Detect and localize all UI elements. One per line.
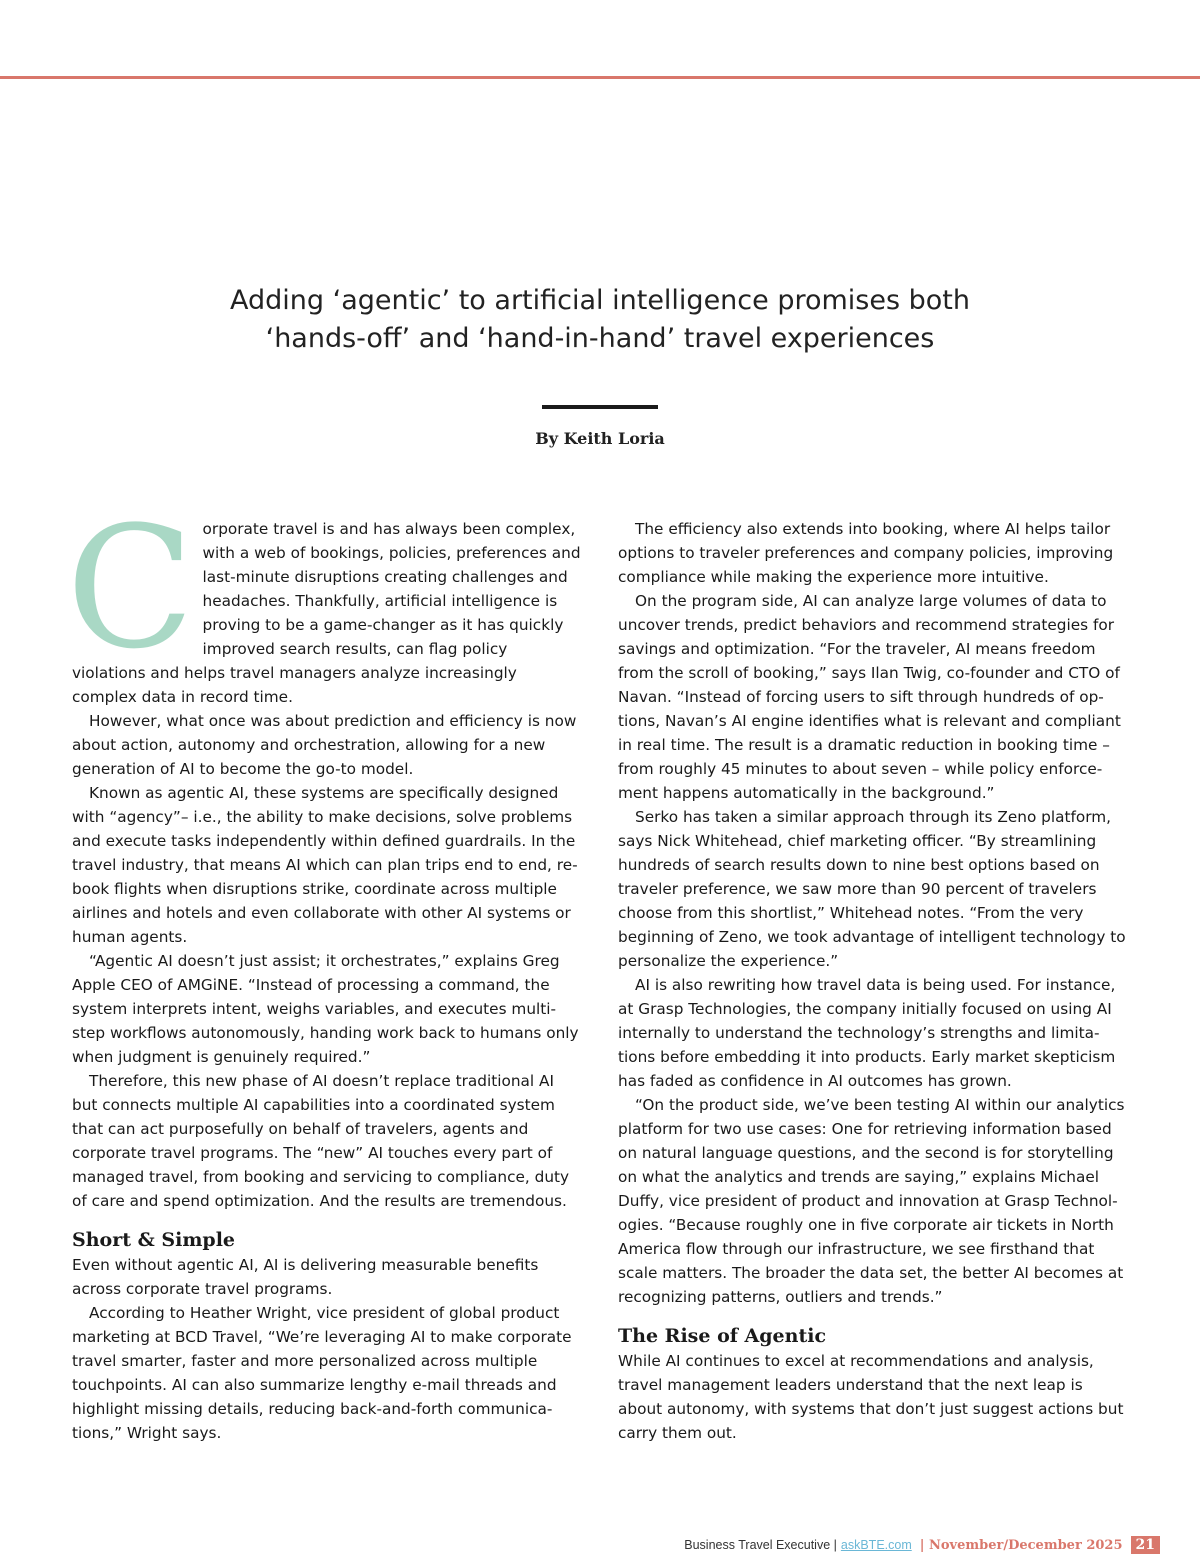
- intro-text: orporate travel is and has always been complex, with a web of bookings, policies, preferences and last-minute disruptions creating challenges and headaches. Thankfully, artificial intelligence is proving to be a game-changer as it has quickly improved search results, can flag policy violations and helps travel managers analyze increasingly complex data in record time.: [72, 520, 581, 706]
- intro-paragraph: [66, 490, 582, 709]
- byline: By Keith Loria: [535, 429, 665, 448]
- top-accent-rule: [0, 76, 1200, 79]
- body-paragraph: “Agentic AI doesn’t just assist; it orchestrates,” explains Greg Apple CEO of AMGiNE. “Instead of processing a command, the system interprets intent, weighs variables, and executes multi-step workflows autonomously, handing work back to humans only when judgment is genuinely required.”: [72, 952, 579, 1066]
- body-paragraph: While AI continues to excel at recommendations and analysis, travel management leaders understand that the next leap is about autonomy, with systems that don’t just suggest actions but carry them out.: [618, 1352, 1124, 1442]
- left-column: [66, 490, 582, 1445]
- body-paragraph: However, what once was about prediction and efficiency is now about action, autonomy and orchestration, allowing for a new generation of AI to become the go-to model.: [72, 712, 577, 778]
- byline-divider: [542, 405, 658, 409]
- body-paragraph: Known as agentic AI, these systems are specifically designed with “agency”– i.e., the ability to make decisions, solve problems and execute tasks independently within defined guardrails. In the travel industry, that means AI which can plan trips end to end, re-book flights when disruptions strike, coordinate across multiple airlines and hotels and even collaborate with other AI systems or human agents.: [72, 784, 578, 946]
- body-paragraph: AI is also rewriting how travel data is being used. For instance, at Grasp Technologies, the company initially focused on using AI internally to understand the technology’s strengths and limita-tions before embedding it into products. Early market skepticism has faded as confidence in AI outcomes has grown.: [618, 976, 1116, 1090]
- section-heading-rise-of-agentic: The Rise of Agentic: [618, 1325, 827, 1347]
- subtitle-line-2: ‘hands-off’ and ‘hand-in-hand’ travel experiences: [265, 323, 935, 354]
- footer-issue-date: | November/December 2025: [919, 1537, 1123, 1553]
- article-subtitle: [150, 282, 1050, 358]
- dropcap-letter: C: [66, 490, 195, 686]
- footer-website-link[interactable]: askBTE.com: [840, 1538, 912, 1552]
- body-paragraph: Serko has taken a similar approach through its Zeno platform, says Nick Whitehead, chief marketing officer. “By streamlining hundreds of search results down to nine best options based on traveler preference, we saw more than 90 percent of travelers choose from this shortlist,” Whitehead notes. “From the very beginning of Zeno, we took advantage of intelligent technology to personalize the experience.”: [618, 808, 1126, 970]
- section-heading-short-simple: Short & Simple: [72, 1229, 236, 1251]
- body-paragraph: “On the product side, we’ve been testing AI within our analytics platform for two use cases: One for retrieving information based on natural language questions, and the second is for storytelling on what the analytics and trends are saying,” explains Michael Duffy, vice president of product and innovation at Grasp Technol-ogies. “Because roughly one in five corporate air tickets in North America flow through our infrastructure, we see firsthand that scale matters. The broader the data set, the better AI becomes at recognizing patterns, outliers and trends.”: [618, 1096, 1125, 1306]
- page-number: 21: [1131, 1536, 1160, 1554]
- body-paragraph: On the program side, AI can analyze large volumes of data to uncover trends, predict behaviors and recommend strategies for savings and optimization. “For the traveler, AI means freedom from the scroll of booking,” says Ilan Twig, co-founder and CTO of Navan. “Instead of forcing users to sift through hundreds of op-tions, Navan’s AI engine identifies what is relevant and compliant in real time. The result is a dramatic reduction in booking time – from roughly 45 minutes to about seven – while policy enforce-ment happens automatically in the background.”: [618, 592, 1121, 802]
- body-paragraph: The efficiency also extends into booking, where AI helps tailor options to traveler preferences and company policies, improving compliance while making the experience more intuitive.: [618, 520, 1114, 586]
- body-paragraph: Therefore, this new phase of AI doesn’t replace traditional AI but connects multiple AI capabilities into a coordinated system that can act purposefully on behalf of travelers, agents and corporate travel programs. The “new” AI touches every part of managed travel, from booking and servicing to compliance, duty of care and spend optimization. And the results are tremendous.: [72, 1072, 570, 1210]
- subtitle-line-1: Adding ‘agentic’ to artificial intelligence promises both: [230, 285, 970, 316]
- body-paragraph: According to Heather Wright, vice president of global product marketing at BCD Travel, “We’re leveraging AI to make corporate travel smarter, faster and more personalized across multiple touchpoints. AI can also summarize lengthy e-mail threads and highlight missing details, reducing back-and-forth communica-tions,” Wright says.: [72, 1304, 572, 1442]
- body-paragraph: Even without agentic AI, AI is delivering measurable benefits across corporate travel programs.: [72, 1256, 539, 1298]
- footer-publication: Business Travel Executive |: [684, 1538, 837, 1552]
- right-column: [618, 517, 1128, 1445]
- page-footer: [684, 1532, 1160, 1558]
